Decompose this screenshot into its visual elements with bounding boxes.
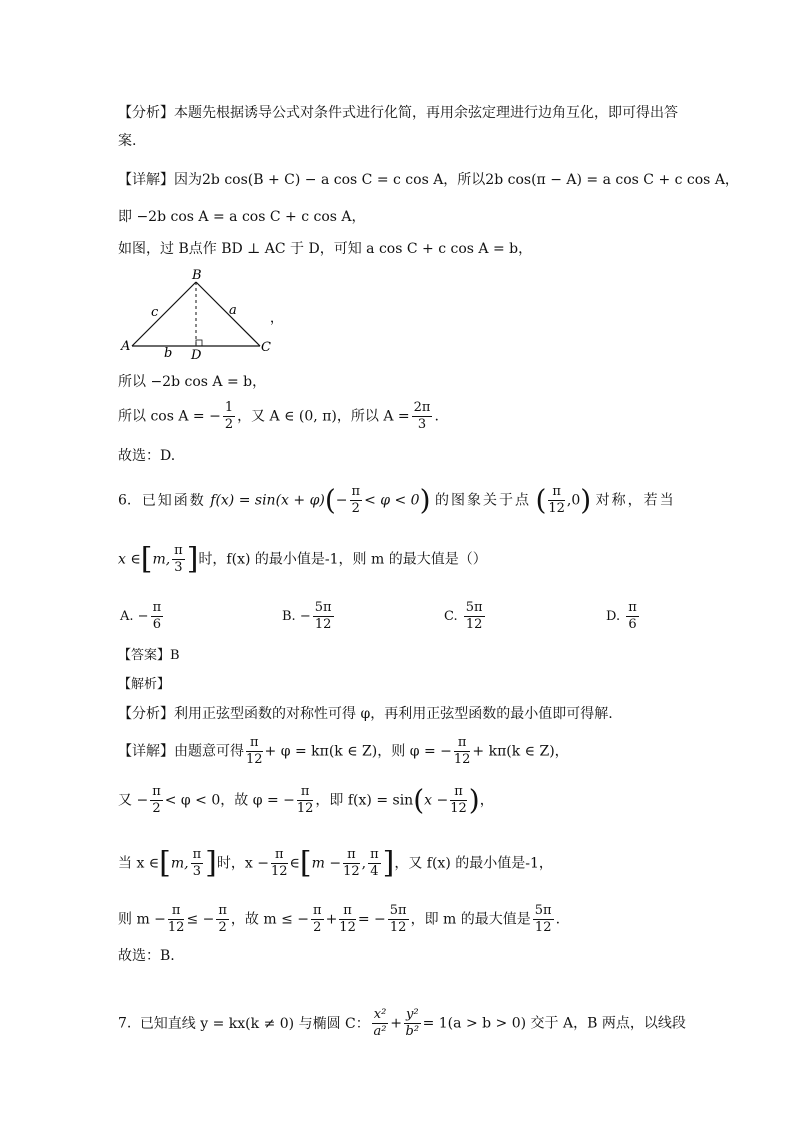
fraction-pi-over-12 — [246, 735, 263, 768]
frac-num: 1 — [224, 400, 234, 415]
side-b-label: b — [164, 346, 173, 361]
text-seg: 已知函数 — [141, 492, 206, 509]
jiexi-line: 【解析】 — [118, 677, 171, 692]
bracket: [ — [159, 845, 171, 881]
bracket: [ — [299, 845, 312, 881]
text-seg: + kπ(k ∈ Z)， — [472, 743, 569, 760]
analysis-line-1: 【分析】本题先根据诱导公式对条件式进行化简，再用余弦定理进行边角互化，即可得出答 — [118, 105, 678, 121]
fraction-half — [223, 400, 235, 433]
frac-den: 2 — [351, 501, 360, 516]
text-seg: m − — [311, 855, 342, 872]
q6-detail-1 — [118, 735, 698, 775]
text-seg: 则 m − — [118, 911, 166, 928]
frac-num: π — [450, 784, 467, 801]
frac-num: π — [168, 903, 185, 920]
text-seg: ，又 A ∈ (0, π)，所以 A = — [237, 408, 410, 425]
fraction-pi-over-12 — [454, 735, 471, 768]
fraction-pi-over-2 — [150, 784, 163, 817]
frac-num: 5π — [314, 600, 332, 615]
option-value — [151, 600, 164, 633]
text-seg: 又 − — [118, 792, 149, 809]
fraction-pi-over-12 — [548, 484, 565, 517]
frac-num: 5π — [534, 903, 552, 918]
option-sign: − — [299, 609, 311, 624]
frac-num: π — [339, 903, 356, 920]
q6-stem-line-1: 6. 已知函数 f(x) = sin(x + φ)(− $\frac{\pi}{2}$ < φ < 0) 的图象关于点 ( $\frac{\pi}{12}$ ,0) 对称，若当 — [118, 483, 676, 517]
frac-num: π — [454, 735, 471, 752]
frac-den: 2 — [313, 920, 322, 935]
fraction-pi-over-3 — [172, 543, 185, 576]
fraction-pi-over-4 — [368, 847, 381, 880]
frac-num: x² — [373, 1007, 387, 1022]
frac-den: 6 — [152, 617, 161, 632]
option-label: B. — [282, 609, 296, 624]
frac-num: π — [192, 847, 202, 862]
frac-den: 3 — [174, 560, 183, 575]
frac-num: 5π — [465, 600, 483, 615]
text-seg: x ∈ — [118, 551, 141, 568]
fraction-pi-over-2 — [311, 903, 324, 936]
frac-den: b² — [405, 1024, 420, 1039]
fraction-y2-over-b2 — [404, 1007, 421, 1040]
q6-number: 6. — [118, 492, 132, 509]
frac-den: 2 — [152, 801, 161, 816]
frac-den: 6 — [628, 617, 637, 632]
fraction-pi-over-12 — [271, 847, 288, 880]
frac-den: 2 — [224, 417, 234, 432]
side-c-label: c — [151, 305, 159, 320]
option-a[interactable] — [120, 600, 165, 633]
q6-conclusion: 故选：B. — [118, 948, 175, 964]
fraction-pi-over-12 — [343, 847, 360, 880]
text-seg: m, — [152, 551, 171, 568]
frac-den: 12 — [314, 617, 332, 632]
q7-stem-line-1: 7. 已知直线 y = kx(k ≠ 0) 与椭圆 C： $\frac{\text{x²}}{\text{a²}}$ + $\frac{\text{y²}}{\text{b²}}$ = 1(a > b > 0) 交于 A，B 两点，以线段 — [118, 1007, 686, 1039]
text-seg: ，即 f(x) = sin — [315, 792, 414, 809]
answer-line: 【答案】B — [118, 648, 180, 663]
option-value — [626, 600, 639, 633]
option-sign: − — [137, 609, 149, 624]
q6-detail-2 — [118, 784, 698, 828]
vertex-b-label: B — [192, 268, 202, 283]
text-seg: x − — [424, 792, 449, 809]
math-fx: f(x) = sin(x + φ) — [210, 492, 325, 509]
frac-den: 12 — [167, 920, 185, 935]
text-seg: + — [325, 911, 338, 928]
text-seg: < φ < 0，故 φ = − — [164, 792, 295, 809]
text-seg: < φ < 0 — [364, 492, 420, 509]
frac-num: π — [271, 847, 288, 864]
analysis-line-2: 案. — [118, 133, 137, 149]
after-figure-line-1: 所以 −2b cos A = b， — [118, 374, 267, 390]
frac-den: 12 — [450, 801, 467, 816]
frac-den: 12 — [296, 801, 314, 816]
frac-num: π — [246, 735, 263, 752]
bracket: ] — [186, 541, 199, 577]
frac-num: π — [152, 600, 162, 615]
fraction-pi-over-12 — [168, 903, 185, 936]
fraction-pi-over-2 — [350, 484, 363, 517]
text-seg: ， — [479, 792, 494, 809]
paren: ( — [413, 783, 425, 817]
frac-den: 12 — [465, 617, 483, 632]
fraction-x2-over-a2 — [372, 1007, 389, 1040]
frac-num: π — [628, 600, 637, 615]
paren: ) — [419, 483, 431, 517]
frac-den: 12 — [246, 752, 263, 767]
q6-detail-4 — [118, 903, 698, 943]
frac-num: y² — [406, 1007, 419, 1022]
paren: ) — [468, 783, 480, 817]
frac-num: 5π — [389, 903, 407, 918]
text-seg: ，即 m 的最大值是 — [410, 911, 531, 928]
text-seg: ，故 m ≤ − — [230, 911, 310, 928]
fraction-pi-over-3 — [191, 847, 204, 880]
frac-den: 12 — [343, 864, 360, 879]
frac-num: π — [152, 784, 161, 799]
text-seg: 对称，若当 — [595, 492, 676, 509]
detail-line-2: 即 −2b cos A = a cos C + c cos A， — [118, 209, 366, 225]
fraction-5pi-over-12 — [388, 903, 409, 936]
text-seg: ≤ − — [186, 911, 215, 928]
fraction-pi-over-12 — [339, 903, 356, 936]
frac-num: π — [548, 484, 565, 501]
option-label: A. — [120, 609, 134, 624]
bracket: ] — [382, 845, 395, 881]
figure-trailing-comma: ， — [270, 311, 284, 326]
bracket: [ — [140, 541, 153, 577]
vertex-d-label: D — [191, 348, 202, 363]
vertex-a-label: A — [121, 339, 131, 354]
q6-stem-line-2 — [118, 543, 698, 587]
text-seg: 当 x ∈ — [118, 855, 160, 872]
frac-num: π — [174, 543, 183, 558]
text-seg: 时，x − — [216, 855, 269, 872]
frac-num: 2π — [413, 400, 431, 415]
frac-num: π — [218, 903, 227, 918]
text-seg: . — [434, 408, 439, 425]
text-seg: 【详解】由题意可得 — [118, 743, 244, 760]
frac-num: π — [343, 847, 360, 864]
text-seg: + φ = kπ(k ∈ Z)，则 φ = − — [264, 743, 452, 760]
fraction-two-pi-over-three — [412, 400, 433, 433]
text-seg: ∈ — [289, 855, 300, 872]
text-seg: 的图象关于点 — [434, 492, 531, 509]
option-b[interactable] — [282, 600, 336, 633]
frac-num: π — [297, 784, 314, 801]
fraction-5pi-over-12 — [533, 903, 554, 936]
frac-den: a² — [373, 1024, 387, 1039]
frac-den: 12 — [389, 920, 407, 935]
frac-den: 12 — [270, 864, 288, 879]
frac-num: π — [351, 484, 361, 499]
conclusion-prev: 故选：D. — [118, 448, 176, 464]
option-value — [313, 600, 334, 633]
text-seg: 所以 cos A = − — [118, 408, 221, 425]
option-label: C. — [444, 609, 458, 624]
frac-num: π — [313, 903, 322, 918]
detail-line-1: 【详解】因为2b cos(B + C) − a cos C = c cos A，所以2b cos(π − A) = a cos C + c cos A， — [118, 172, 739, 188]
side-a-label: a — [229, 303, 237, 318]
paren: ( — [324, 483, 336, 517]
frac-den: 12 — [339, 920, 356, 935]
bracket: ] — [205, 845, 217, 881]
frac-den: 12 — [534, 920, 552, 935]
frac-den: 3 — [417, 417, 427, 432]
vertex-c-label: C — [261, 340, 271, 355]
frac-den: 2 — [218, 920, 227, 935]
option-d[interactable] — [606, 600, 641, 633]
option-value — [464, 600, 485, 633]
q7-number: 7. — [118, 1015, 132, 1032]
text-seg: = 1(a > b > 0) 交于 A，B 两点，以线段 — [422, 1015, 686, 1032]
q6-analysis: 【分析】利用正弦型函数的对称性可得 φ，再利用正弦型函数的最小值即可得解. — [118, 706, 613, 722]
frac-den: 12 — [548, 501, 565, 516]
fraction-pi-over-12 — [297, 784, 314, 817]
paren: ) — [580, 483, 592, 517]
text-seg: . — [555, 911, 561, 928]
option-label: D. — [606, 609, 621, 624]
q6-detail-3: 当 x ∈[m, $\frac{\pi}{3}$ ]时，x − $\frac{\pi}{12}$ ∈[m − $\frac{\pi}{12}$ , $\frac{\pi}{4}$ ]，又 f(x) 的最小值是-1， — [118, 845, 553, 881]
text-seg: 时，f(x) 的最小值是-1，则 m 的最大值是（） — [198, 551, 487, 568]
triangle-figure — [118, 264, 298, 364]
paren: ( — [535, 483, 547, 517]
text-seg: 已知直线 y = kx(k ≠ 0) 与椭圆 C： — [139, 1015, 370, 1032]
fraction-pi-over-2 — [216, 903, 229, 936]
text-seg: ，又 f(x) 的最小值是-1， — [394, 855, 553, 872]
frac-num: π — [370, 847, 379, 862]
text-seg: m, — [170, 855, 189, 872]
option-c[interactable] — [444, 600, 487, 633]
after-figure-line-2 — [118, 400, 698, 440]
fraction-pi-over-12 — [450, 784, 467, 817]
text-seg: = − — [357, 911, 386, 928]
frac-den: 4 — [370, 864, 379, 879]
frac-den: 12 — [453, 752, 471, 767]
frac-den: 3 — [192, 864, 202, 879]
detail-line-3: 如图，过 B点作 BD ⊥ AC 于 D，可知 a cos C + c cos A = b， — [118, 241, 533, 257]
